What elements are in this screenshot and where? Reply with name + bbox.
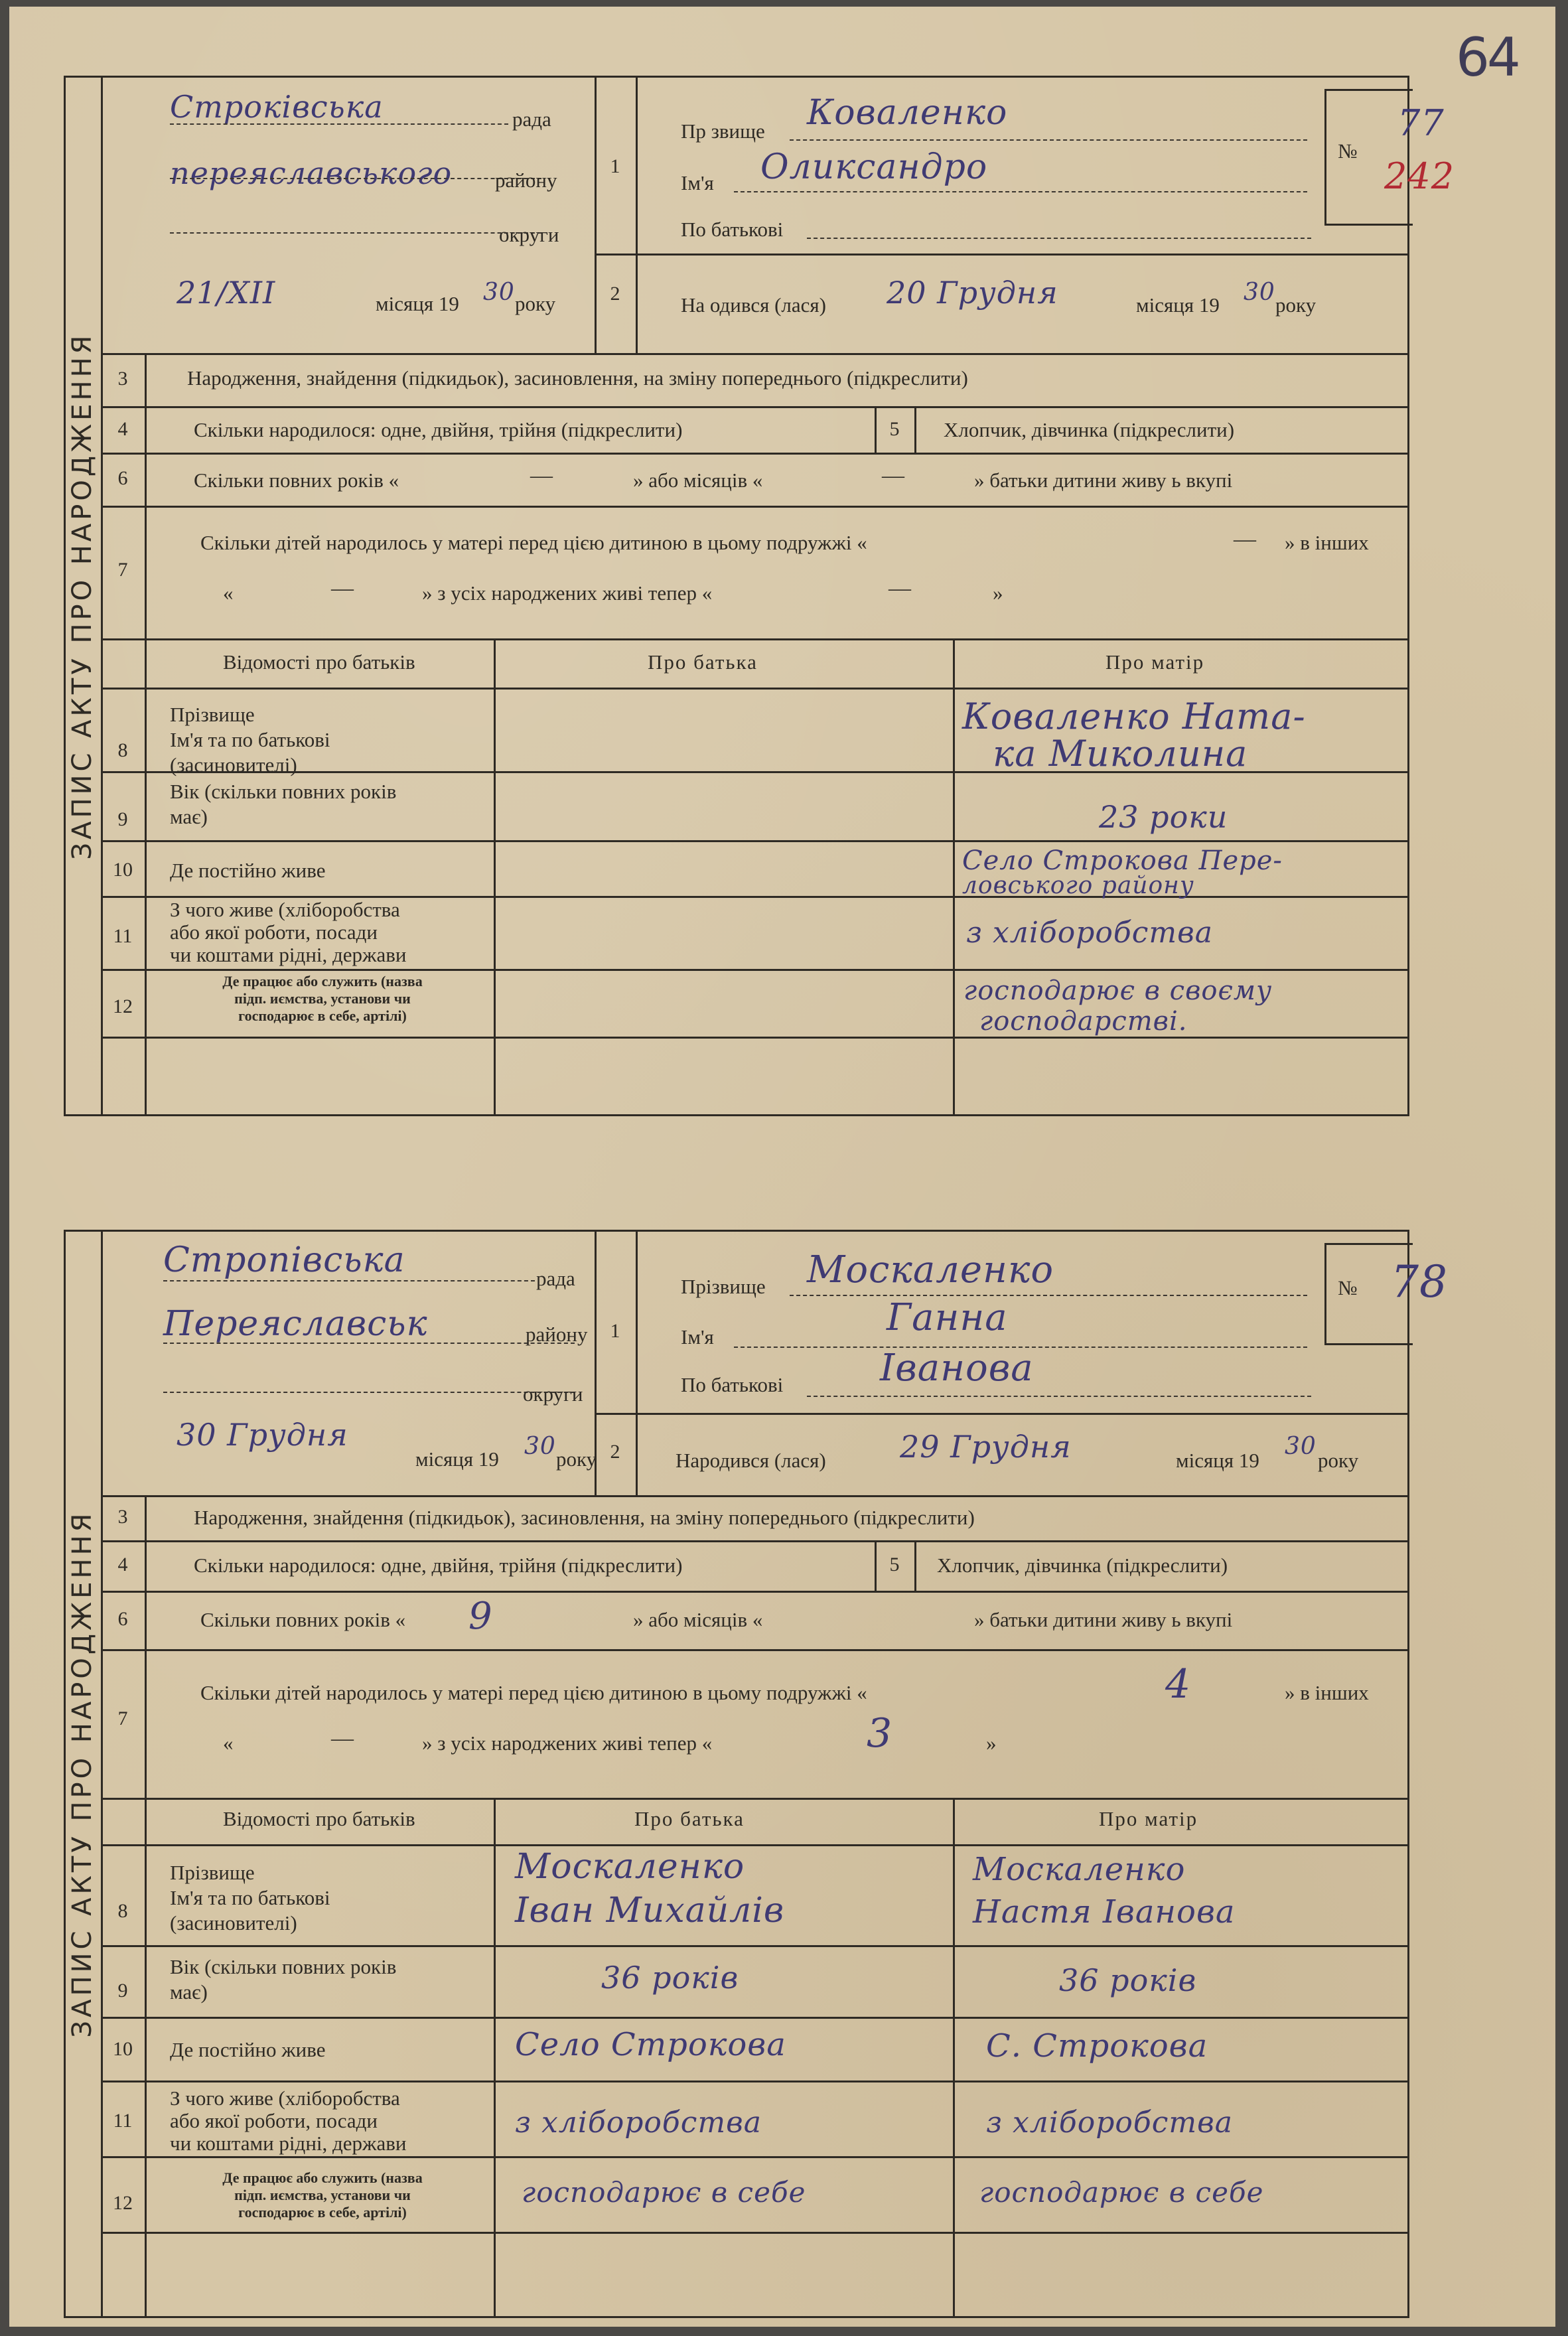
okruhy-label: округи	[523, 1382, 583, 1406]
record-number-sign: №	[1338, 1276, 1358, 1299]
name-label: Ім'я	[681, 1325, 714, 1349]
form-side-title: ЗАПИС АКТУ ПРО НАРОДЖЕННЯ	[67, 1510, 98, 2038]
born-month-label: місяця 19	[1176, 1449, 1259, 1472]
child-name-value: Ганна	[887, 1296, 1008, 1339]
row7-this-marriage-value: —	[1234, 527, 1256, 551]
row-number-6: 6	[117, 467, 128, 489]
row4-text: Скільки народилося: одне, двійня, трійня (підкреслити)	[194, 418, 683, 441]
row7-this-marriage-label: Скільки дітей народилось у матері перед цією дитиною в цьому подружжі «	[200, 1681, 867, 1704]
row-number-7: 7	[117, 559, 128, 581]
registration-year-value: 30	[483, 279, 515, 306]
col-father-header: Про батька	[634, 1807, 745, 1830]
row7-other-open-quote: «	[223, 581, 234, 605]
row-number-2: 2	[610, 283, 620, 305]
mother-work-line2: господарстві.	[979, 1006, 1188, 1037]
record-number-value: 77	[1397, 102, 1445, 144]
mother-work-line1: господарює в своєму	[963, 976, 1273, 1006]
registration-year-value: 30	[524, 1433, 556, 1460]
record-number-sign: №	[1338, 139, 1358, 163]
rada-value: Стропівська	[163, 1240, 405, 1280]
registration-month-label: місяця 19	[376, 292, 459, 315]
page-number: 64	[1456, 27, 1518, 88]
row9-label: Вік (скільки повних років має)	[170, 1955, 397, 2004]
row7-alive-close-quote: »	[993, 581, 1003, 605]
row6-months-value: —	[882, 463, 904, 488]
row-number-3: 3	[117, 368, 128, 390]
born-month-label: місяця 19	[1136, 293, 1220, 317]
row6-years-label: Скільки повних років «	[200, 1608, 406, 1631]
row7-this-marriage-value: 4	[1165, 1661, 1192, 1708]
row7-other-label: » в інших	[1285, 1681, 1369, 1704]
row5-text: Хлопчик, дівчинка (підкреслити)	[944, 418, 1235, 441]
row10-label: Де постійно живе	[170, 2038, 326, 2061]
row-number-1: 1	[610, 155, 620, 177]
row12-label: Де працює або служить (назва підп. иємства, установи чи господарює в себе, артілі)	[222, 2169, 423, 2221]
birth-record-form-1	[64, 76, 1455, 1116]
mother-lives-line2: ловського району	[962, 872, 1194, 899]
registration-year-label: року	[556, 1447, 597, 1471]
surname-label: Прізвище	[681, 1275, 766, 1298]
registration-date-value: 30 Грудня	[177, 1417, 348, 1453]
row7-other-label: » в інших	[1285, 531, 1369, 554]
born-date-value: 20 Грудня	[887, 275, 1058, 311]
registration-month-label: місяця 19	[415, 1447, 499, 1471]
row-number-2: 2	[610, 1441, 620, 1463]
name-label: Ім'я	[681, 171, 714, 194]
row6-together-label: » батьки дитини живу ь вкупі	[974, 1608, 1233, 1631]
surname-label: Пр звище	[681, 119, 765, 143]
form-sidebar	[64, 1230, 103, 2318]
row9-label: Вік (скільки повних років має)	[170, 780, 397, 828]
mother-lives: С. Строкова	[986, 2027, 1208, 2065]
row-number-4: 4	[117, 418, 128, 440]
record-number-value: 78	[1391, 1256, 1448, 1307]
child-surname-value: Москаленко	[807, 1248, 1054, 1291]
father-name-line1: Москаленко	[515, 1847, 745, 1887]
row-number-3: 3	[117, 1506, 128, 1528]
father-income: з хліборобства	[515, 2106, 762, 2140]
mother-name-line1: Коваленко Ната-	[962, 695, 1306, 737]
row-number-12: 12	[113, 2192, 133, 2214]
form-side-title: ЗАПИС АКТУ ПРО НАРОДЖЕННЯ	[67, 332, 98, 860]
born-year-value: 30	[1244, 279, 1275, 306]
raion-label: району	[495, 169, 557, 192]
row-number-9: 9	[117, 808, 128, 830]
registration-year-label: року	[515, 292, 556, 315]
row-number-1: 1	[610, 1320, 620, 1342]
row12-label: Де працює або служить (назва підп. иємства, установи чи господарює в себе, артілі)	[222, 973, 423, 1024]
row7-alive-close-quote: »	[986, 1731, 997, 1755]
child-patronymic-value: Іванова	[880, 1347, 1034, 1390]
row-number-8: 8	[117, 739, 128, 761]
row-number-8: 8	[117, 1900, 128, 1922]
row11-label: З чого живе (хліборобства або якої роботи, посади чи коштами рідні, держави	[170, 2086, 407, 2155]
raion-label: району	[526, 1323, 588, 1346]
row-number-11: 11	[113, 2110, 133, 2132]
rada-label: рада	[512, 108, 551, 131]
rada-label: рада	[536, 1267, 575, 1290]
father-work: господарює в себе	[522, 2176, 806, 2209]
patronymic-label: По батькові	[681, 1373, 784, 1396]
row-number-10: 10	[113, 2038, 133, 2060]
row7-alive-value: 3	[867, 1710, 893, 1757]
col-father-header: Про батька	[648, 650, 758, 674]
rada-value: Строківська	[170, 89, 384, 125]
document-sheet	[9, 7, 1555, 2327]
mother-income: з хліборобства	[986, 2106, 1233, 2140]
row8-label: Прізвище Ім'я та по батькові (засиновителі)	[170, 1861, 330, 1935]
row-number-10: 10	[113, 859, 133, 881]
mother-name-line2: ка Миколина	[993, 733, 1248, 774]
row8-label: Прізвище Ім'я та по батькові (засиновителі)	[170, 703, 330, 776]
born-label: На одився (лася)	[681, 293, 826, 317]
row7-this-marriage-label: Скільки дітей народилось у матері перед цією дитиною в цьому подружжі «	[200, 531, 867, 554]
row6-years-label: Скільки повних років «	[194, 469, 399, 492]
mother-name-line1: Москаленко	[973, 1851, 1186, 1888]
row6-months-label: » або місяців «	[633, 469, 763, 492]
mother-lives-line1: Село Строкова Пере-	[962, 845, 1283, 876]
record-number-red: 242	[1384, 155, 1455, 197]
row7-other-value: —	[331, 1726, 354, 1751]
mother-work: господарює в себе	[979, 2176, 1264, 2209]
mother-age: 23 роки	[1099, 799, 1228, 835]
row7-other-value: —	[331, 576, 354, 601]
row6-years-value: 9	[468, 1595, 493, 1638]
row-number-4: 4	[117, 1554, 128, 1575]
row-number-5: 5	[889, 418, 900, 440]
raion-value: переяславського	[170, 155, 453, 191]
row11-label: З чого живе (хліборобства або якої роботи, посади чи коштами рідні, держави	[170, 898, 407, 966]
row-number-5: 5	[889, 1554, 900, 1575]
col-info-header: Відомості про батьків	[223, 650, 415, 674]
row7-alive-value: —	[889, 576, 911, 601]
registration-date-value: 21/XII	[177, 275, 276, 311]
father-age: 36 років	[601, 1960, 739, 1996]
col-mother-header: Про матір	[1105, 650, 1205, 674]
patronymic-label: По батькові	[681, 218, 784, 241]
row5-text: Хлопчик, дівчинка (підкреслити)	[937, 1554, 1228, 1577]
row-number-6: 6	[117, 1608, 128, 1630]
father-lives: Село Строкова	[515, 2026, 786, 2063]
row-number-7: 7	[117, 1708, 128, 1729]
row6-together-label: » батьки дитини живу ь вкупі	[974, 469, 1233, 492]
born-year-label: року	[1275, 293, 1317, 317]
row-number-12: 12	[113, 995, 133, 1017]
row7-other-open-quote: «	[223, 1731, 234, 1755]
col-mother-header: Про матір	[1099, 1807, 1198, 1830]
form-sidebar	[64, 76, 103, 1116]
mother-name-line2: Настя Іванова	[973, 1893, 1236, 1931]
born-year-value: 30	[1285, 1433, 1317, 1460]
row7-alive-label: » з усіх народжених живі тепер «	[422, 1731, 713, 1755]
row10-label: Де постійно живе	[170, 859, 326, 882]
row3-text: Народження, знайдення (підкидьок), засиновлення, на зміну попереднього (підкреслити)	[194, 1506, 975, 1529]
row4-text: Скільки народилося: одне, двійня, трійня (підкреслити)	[194, 1554, 683, 1577]
row-number-9: 9	[117, 1980, 128, 2002]
child-name-value: Оликсандро	[760, 147, 988, 187]
father-name-line2: Іван Михайлів	[515, 1891, 785, 1931]
born-year-label: року	[1318, 1449, 1359, 1472]
raion-value: Переяславськ	[163, 1304, 428, 1344]
child-surname-value: Коваленко	[807, 93, 1008, 133]
born-label: Народився (лася)	[676, 1449, 826, 1472]
row-number-11: 11	[113, 925, 133, 947]
okruhy-label: округи	[499, 223, 559, 246]
row6-years-value: —	[530, 463, 553, 488]
col-info-header: Відомості про батьків	[223, 1807, 415, 1830]
row6-months-label: » або місяців «	[633, 1608, 763, 1631]
born-date-value: 29 Грудня	[900, 1429, 1072, 1465]
mother-age: 36 років	[1059, 1962, 1197, 1998]
row7-alive-label: » з усіх народжених живі тепер «	[422, 581, 713, 605]
row3-text: Народження, знайдення (підкидьок), засиновлення, на зміну попереднього (підкреслити)	[187, 366, 968, 390]
birth-record-form-2	[64, 1230, 1448, 2318]
mother-income: з хліборобства	[966, 916, 1213, 950]
